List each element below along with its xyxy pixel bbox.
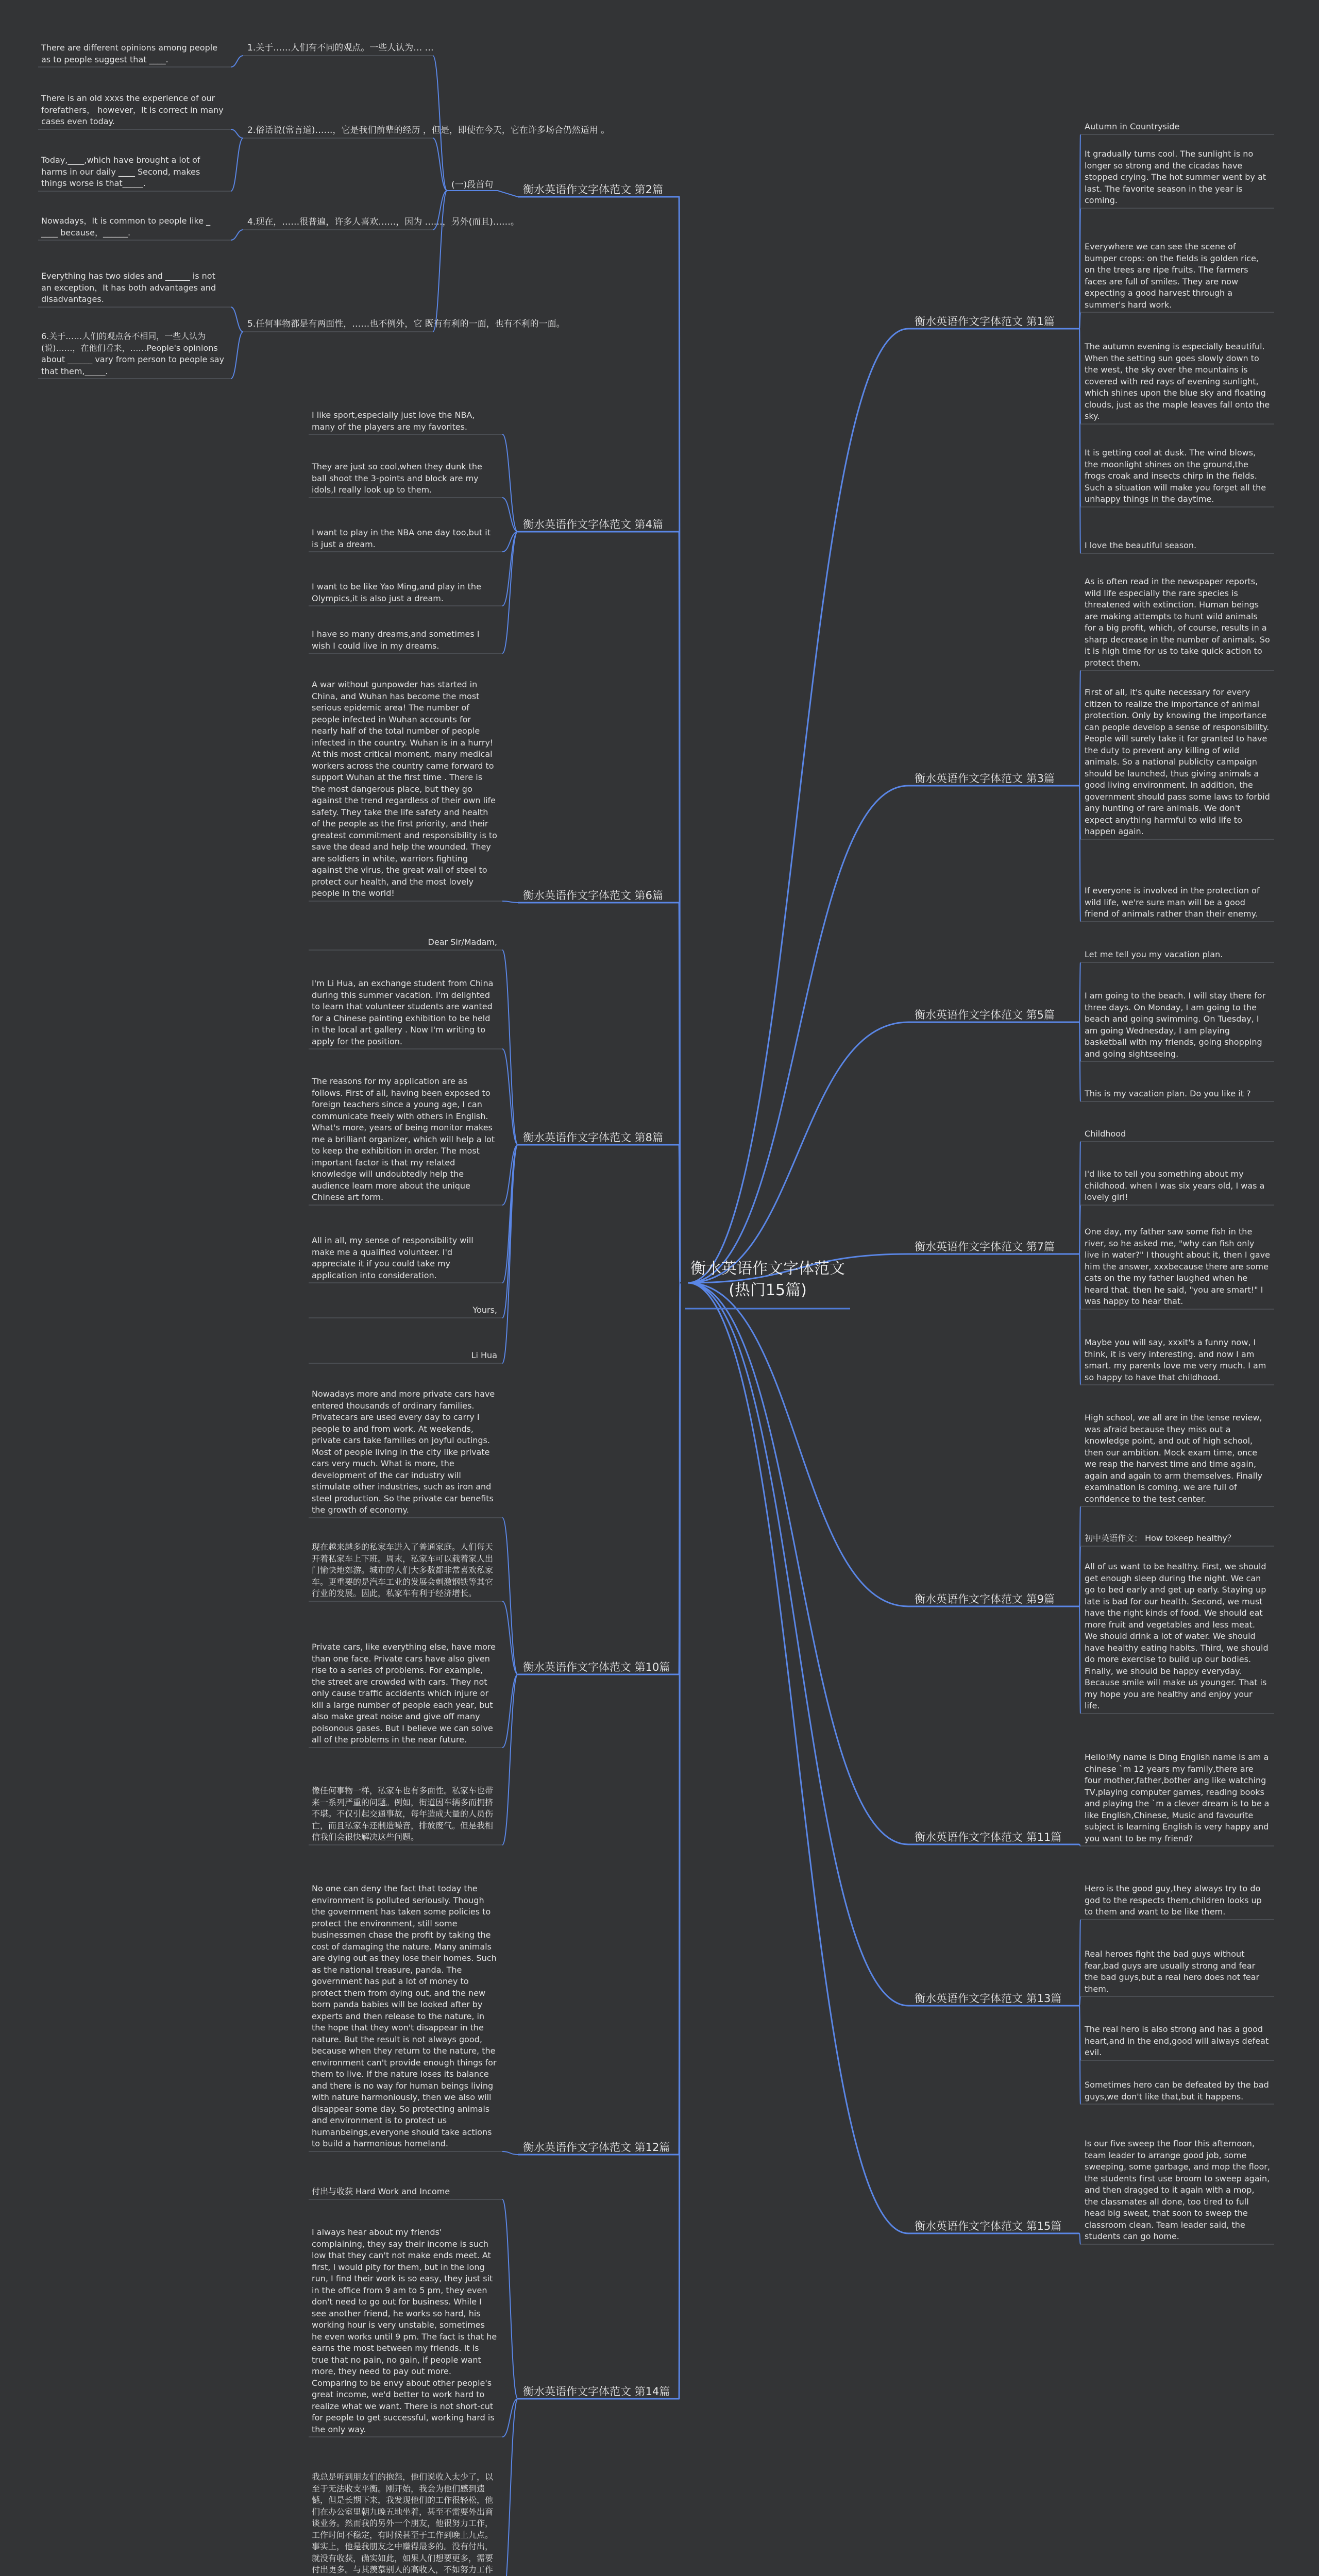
leaf-b11-0: Hello!My name is Ding English name is am a chinese `m 12 years my family,there are four mother,father,bother ang like watching TV,playing computer games, reading books and playing the `m a clever dream is to be a like English,Chinese, Music and favourite subject is learning English is very happy and you want to be my friend? <box>1085 1752 1270 1843</box>
leaf-b2-1-0: There is an old xxxs the experience of our forefathers， however，It is correct in many cases even today. <box>41 93 224 126</box>
leaf-b8-2: The reasons for my application are as follows. First of all, having been exposed to foreign teachers since a young age, I can communicate freely with others in English. What's more, years of being monitor makes me a brilliant organizer, which will help a lot to keep the exhibition in order. The most important factor is that my related knowledge will undoubtedly help the audience learn more about the unique Chinese art form. <box>312 1076 495 1202</box>
leaf-b8-1: I'm Li Hua, an exchange student from China during this summer vacation. I'm delighted to learn that volunteer students are wanted for a Chinese painting exhibition to be held in the local art gallery . Now I'm writing to apply for the position. <box>312 978 494 1046</box>
sub-b2-0[interactable]: 1.关于……人们有不同的观点。一些人认为… … <box>247 43 434 53</box>
branch-b2[interactable]: 衡水英语作文字体范文 第2篇 <box>523 183 664 196</box>
branch-b5[interactable]: 衡水英语作文字体范文 第5篇 <box>915 1009 1055 1021</box>
branch-b9[interactable]: 衡水英语作文字体范文 第9篇 <box>915 1593 1055 1605</box>
leaf-b7-2: One day, my father saw some fish in the river, so he asked me, "why can fish only live in water?" I thought about it, then I gave him the answer, xxxbecause there are some cats on the my father laughed when he heard that. then he said, "you are smart!" I was happy to hear that. <box>1085 1227 1270 1306</box>
branch-b10[interactable]: 衡水英语作文字体范文 第10篇 <box>523 1661 670 1673</box>
leaf-b15-0: Is our five sweep the floor this afternoon, team leader to arrange good job, some sweeping, some garbage, and mop the floor, the students first use broom to sweep again, and then dragged to it again with a mop, the classmates all done, too tired to full head big sweat, that soon to sweep the classroom clean. Team leader said, the students can go home. <box>1085 2139 1270 2241</box>
leaf-b12-0: No one can deny the fact that today the environment is polluted seriously. Though the government has taken some policies to protect the environment, still some businessmen chase the profit by taking the cost of damaging the nature. Many animals are dying out as they lose their homes. Such as the national treasure, panda. The government has put a lot of money to protect them from dying out, and the new born panda babies will be looked after by experts and then release to the nature, in the hope that they won't disappear in the nature. But the result is not always good, because when they return to the nature, the environment can't provide enough things for them to live. If the nature loses its balance and there is no way for human beings living with nature harmoniously, then we also will disappear some day. So protecting animals and environment is to protect us humanbeings,everyone should take actions to build a harmonious homeland. <box>312 1884 497 2148</box>
leaf-b1-1: It gradually turns cool. The sunlight is no longer so strong and the cicadas have stopped crying. The hot summer went by at last. The favorite season in the year is coming. <box>1085 149 1266 205</box>
leaf-b9-2: All of us want to be healthy. First, we should get enough sleep during the night. We can go to bed early and get up early. Staying up late is bad for our health. Second, we must have the right kinds of food. We should eat more fruit and vegetables and less meat. We should drink a lot of water. We should have healthy eating habits. Third, we should do more exercise to build up our bodies. Finally, we should be happy everyday. Because smile will make us younger. That is my hope you are healthy and enjoy your life. <box>1085 1562 1269 1710</box>
leaf-b2-2-0: Nowadays，It is common to people like _ ____ because，______. <box>41 216 211 238</box>
leaf-b9-0: High school, we all are in the tense review, was afraid because they miss out a knowledge point, and out of high school, then our ambition. Mock exam time, once we reap the harvest time and time again, again and again to arm themselves. Finally examination is coming, we are full of confidence to the test center. <box>1085 1413 1263 1504</box>
leaf-b14-2: 我总是听到朋友们的抱怨，他们说收入太少了，以至于无法收支平衡。刚开始，我会为他们感到遗憾，但是长期下来，我发现他们的工作很轻松，他们在办公室里朝九晚五地坐着，甚至不需要外出商谈业务。然而我的另外一个朋友，他很努力工作，工作时间不稳定，有时候甚至于工作到晚上九点。事实上，他是我朋友之中赚得最多的。没有付出，就没有收获，确实如此，如果人们想要更多，需要付出更多。与其羡慕别人的高收入，不如努力工作 <box>312 2472 494 2574</box>
leaf-b1-4: It is getting cool at dusk. The wind blows, the moonlight shines on the ground,the frogs croak and insects chirp in the fields. Such a situation will make you forget all the unhappy things in the daytime. <box>1085 448 1266 504</box>
leaf-b4-0: I like sport,especially just love the NBA, many of the players are my favorites. <box>312 410 475 432</box>
sub-b2-2[interactable]: 4.现在，……很普遍，许多人喜欢……，因为 ……，另外(而且)……。 <box>247 217 519 227</box>
leaf-b1-0: Autumn in Countryside <box>1085 122 1180 131</box>
leaf-b5-1: I am going to the beach. I will stay there for three days. On Monday, I am going to the beach and going swimming. On Tuesday, I am going Wednesday, I am playing basketball with my friends, going shopping and going sightseeing. <box>1085 991 1266 1059</box>
branch-b7[interactable]: 衡水英语作文字体范文 第7篇 <box>915 1241 1055 1253</box>
leaf-b3-2: If everyone is involved in the protection of wild life, we're sure man will be a good friend of animals rather than their enemy. <box>1085 886 1260 919</box>
leaf-b8-5: Li Hua <box>471 1350 497 1360</box>
leaf-b14-0: 付出与收获 Hard Work and Income <box>312 2187 450 2196</box>
leaf-b13-0: Hero is the good guy,they always try to do god to the respects them,children looks up to them and want to be like them. <box>1085 1884 1262 1917</box>
leaf-b10-1: 现在越来越多的私家车进入了普通家庭。人们每天开着私家车上下班。周末，私家车可以载着家人出门愉快地郊游。城市的人们大多数都非常喜欢私家车。更重要的是汽车工业的发展会刺激钢铁等其它行业的发展。因此，私家车有利于经济增长。 <box>312 1542 494 1598</box>
leaf-b13-3: Sometimes hero can be defeated by the bad guys,we don't like that,but it happens. <box>1085 2080 1269 2102</box>
leaf-b10-3: 像任何事物一样，私家车也有多面性。私家车也带来一系列严重的问题。例如，街道因车辆多而拥挤不堪。不仅引起交通事故，每年造成大量的人员伤亡，而且私家车还制造噪音，排放废气。但是我相信我们会很快解决这些问题。 <box>312 1786 494 1842</box>
branch-b3[interactable]: 衡水英语作文字体范文 第3篇 <box>915 772 1055 785</box>
sub-b2-1[interactable]: 2.俗话说(常言道)……，它是我们前辈的经历 ，但是，即使在今天，它在许多场合仍然适用 。 <box>247 125 610 135</box>
leaf-b8-3: All in all, my sense of responsibility will make me a qualified volunteer. I'd appreciate it if you could take my application into consideration. <box>312 1235 474 1280</box>
leaf-b1-3: The autumn evening is especially beautiful. When the setting sun goes slowly down to the west, the sky over the mountains is covered with red rays of evening sunlight, which shines upon the blue sky and floating clouds, just as the maple leaves fall onto the sky. <box>1085 342 1270 421</box>
leaf-b2-3-1: 6.关于……人们的观点各不相同，一些人认为 (说)……，在他们看来，……People's opinions about ______ vary from person to people say that them,_____. <box>41 331 225 376</box>
leaf-b13-2: The real hero is also strong and has a good heart,and in the end,good will always defeat evil. <box>1085 2024 1269 2057</box>
leaf-b13-1: Real heroes fight the bad guys without fear,bad guys are usually strong and fear the bad guys,but a real hero does not fear them. <box>1085 1949 1260 1994</box>
leaf-b5-0: Let me tell you my vacation plan. <box>1085 950 1223 959</box>
branch-b13[interactable]: 衡水英语作文字体范文 第13篇 <box>915 1992 1062 2005</box>
branch-b6[interactable]: 衡水英语作文字体范文 第6篇 <box>523 889 664 902</box>
leaf-b5-2: This is my vacation plan. Do you like it ? <box>1085 1089 1251 1098</box>
leaf-b10-2: Private cars, like everything else, have more than one face. Private cars have also given rise to a series of problems. For example, the street are crowded with cars. They not only cause traffic accidents which injure or kill a large number of people each year, but also make great noise and give off many poisonous gases. But I believe we can solve all of the problems in the near future. <box>312 1642 496 1744</box>
branch-b8[interactable]: 衡水英语作文字体范文 第8篇 <box>523 1131 664 1144</box>
leaf-b7-3: Maybe you will say, xxxit's a funny now, I think, it is very interesting. and now I am smart. my parents love me very much. I am so happy to have that childhood. <box>1085 1337 1266 1382</box>
branch-b4[interactable]: 衡水英语作文字体范文 第4篇 <box>523 518 664 531</box>
leaf-b7-0: Childhood <box>1085 1129 1126 1139</box>
leaf-b2-3-0: Everything has two sides and ______ is not an exception，It has both advantages and disadvantages. <box>41 271 216 304</box>
leaf-b9-1: 初中英语作文： How tokeep healthy？ <box>1085 1533 1236 1543</box>
leaf-b1-2: Everywhere we can see the scene of bumper crops: on the fields is golden rice, on the trees are ripe fruits. The farmers faces are full of smiles. They are now expecting a good harvest through a summer's hard work. <box>1085 242 1259 310</box>
leaf-b8-0: Dear Sir/Madam, <box>428 937 497 947</box>
leaf-b4-1: They are just so cool,when they dunk the ball shoot the 3-points and block are my idols,I really look up to them. <box>312 462 482 495</box>
root-topic[interactable]: 衡水英语作文字体范文(热门15篇) <box>690 1260 845 1299</box>
leaf-b4-2: I want to play in the NBA one day too,but it is just a dream. <box>312 528 491 549</box>
leaf-b4-4: I have so many dreams,and sometimes I wish I could live in my dreams. <box>312 629 480 651</box>
branch-b12[interactable]: 衡水英语作文字体范文 第12篇 <box>523 2141 670 2154</box>
sub-b2-3[interactable]: 5.任何事物都是有两面性，……也不例外，它 既有有利的一面，也有不利的一面。 <box>247 319 565 329</box>
leaf-b8-4: Yours, <box>472 1305 497 1315</box>
leaf-b7-1: I'd like to tell you something about my childhood. when I was six years old, I was a lovely girl! <box>1085 1169 1265 1202</box>
leaf-b3-0: As is often read in the newspaper reports, wild life especially the rare species is threatened with extinction. Human beings are making attempts to hunt wild animals for a big profit, which, of course, results in a sharp decrease in the number of animals. So it is high time for us to take quick action to protect them. <box>1085 577 1270 668</box>
leaf-b6-0: A war without gunpowder has started in China, and Wuhan has become the most serious epidemic area! The number of people infected in Wuhan accounts for nearly half of the total number of people infected in the country. Wuhan is in a hurry! At this most critical moment, many medical workers across the country came forward to support Wuhan at the first time . There is the most dangerous place, but they go against the trend regardless of their own life safety. They take the life safety and health of the people as the first priority, and their greatest commitment and responsibility is to save the dead and help the wounded. They are soldiers in white, warriors fighting against the virus, the great wall of steel to protect our health, and the most lovely people in the world! <box>312 680 497 898</box>
branch-b15[interactable]: 衡水英语作文字体范文 第15篇 <box>915 2220 1062 2232</box>
branch-b11[interactable]: 衡水英语作文字体范文 第11篇 <box>915 1831 1062 1843</box>
group-b2: (一)段首句 <box>451 180 494 190</box>
leaf-b2-1-1: Today,____,which have brought a lot of harms in our daily ____ Second, makes things worse is that_____. <box>41 155 200 188</box>
leaf-b2-0-0: There are different opinions among people as to people suggest that ____. <box>41 43 218 64</box>
leaf-b4-3: I want to be like Yao Ming,and play in the Olympics,it is also just a dream. <box>312 582 481 603</box>
branch-b14[interactable]: 衡水英语作文字体范文 第14篇 <box>523 2385 670 2398</box>
leaf-b1-5: I love the beautiful season. <box>1085 540 1197 550</box>
leaf-b10-0: Nowadays more and more private cars have entered thousands of ordinary families. Privatecars are used every day to carry I people to and from work. At weekends, private cars take families on joyful outings. Most of people living in the city like private cars very much. What is more, the development of the car industry will stimulate other industries, such as iron and steel production. So the private car benefits the growth of economy. <box>312 1389 495 1515</box>
leaf-b14-1: I always hear about my friends' complaining, they say their income is such low that they can't not make ends meet. At first, I would pity for them, but in the long run, I find their work is so easy, they just sit in the office from 9 am to 5 pm, they even don't need to go out for business. While I see another friend, he works so hard, his working hour is very unstable, sometimes he even works until 9 pm. The fact is that he earns the most between my friends. It is true that no pain, no gain, if people want more, they need to pay out more. Comparing to be envy about other people's great income, we'd better to work hard to realize what we want. There is not short-cut for people to get successful, working hard is the only way. <box>312 2227 497 2434</box>
leaf-b3-1: First of all, it's quite necessary for every citizen to realize the importance of animal protection. Only by knowing the importance can people develop a sense of responsibility. People will surely take it for granted to have the duty to prevent any killing of wild animals. So a national publicity campaign should be launched, thus giving animals a good living environment. In addition, the government should pass some laws to forbid any hunting of rare animals. We don't expect anything harmful to wild life to happen again. <box>1085 687 1270 836</box>
branch-b1[interactable]: 衡水英语作文字体范文 第1篇 <box>915 315 1055 328</box>
